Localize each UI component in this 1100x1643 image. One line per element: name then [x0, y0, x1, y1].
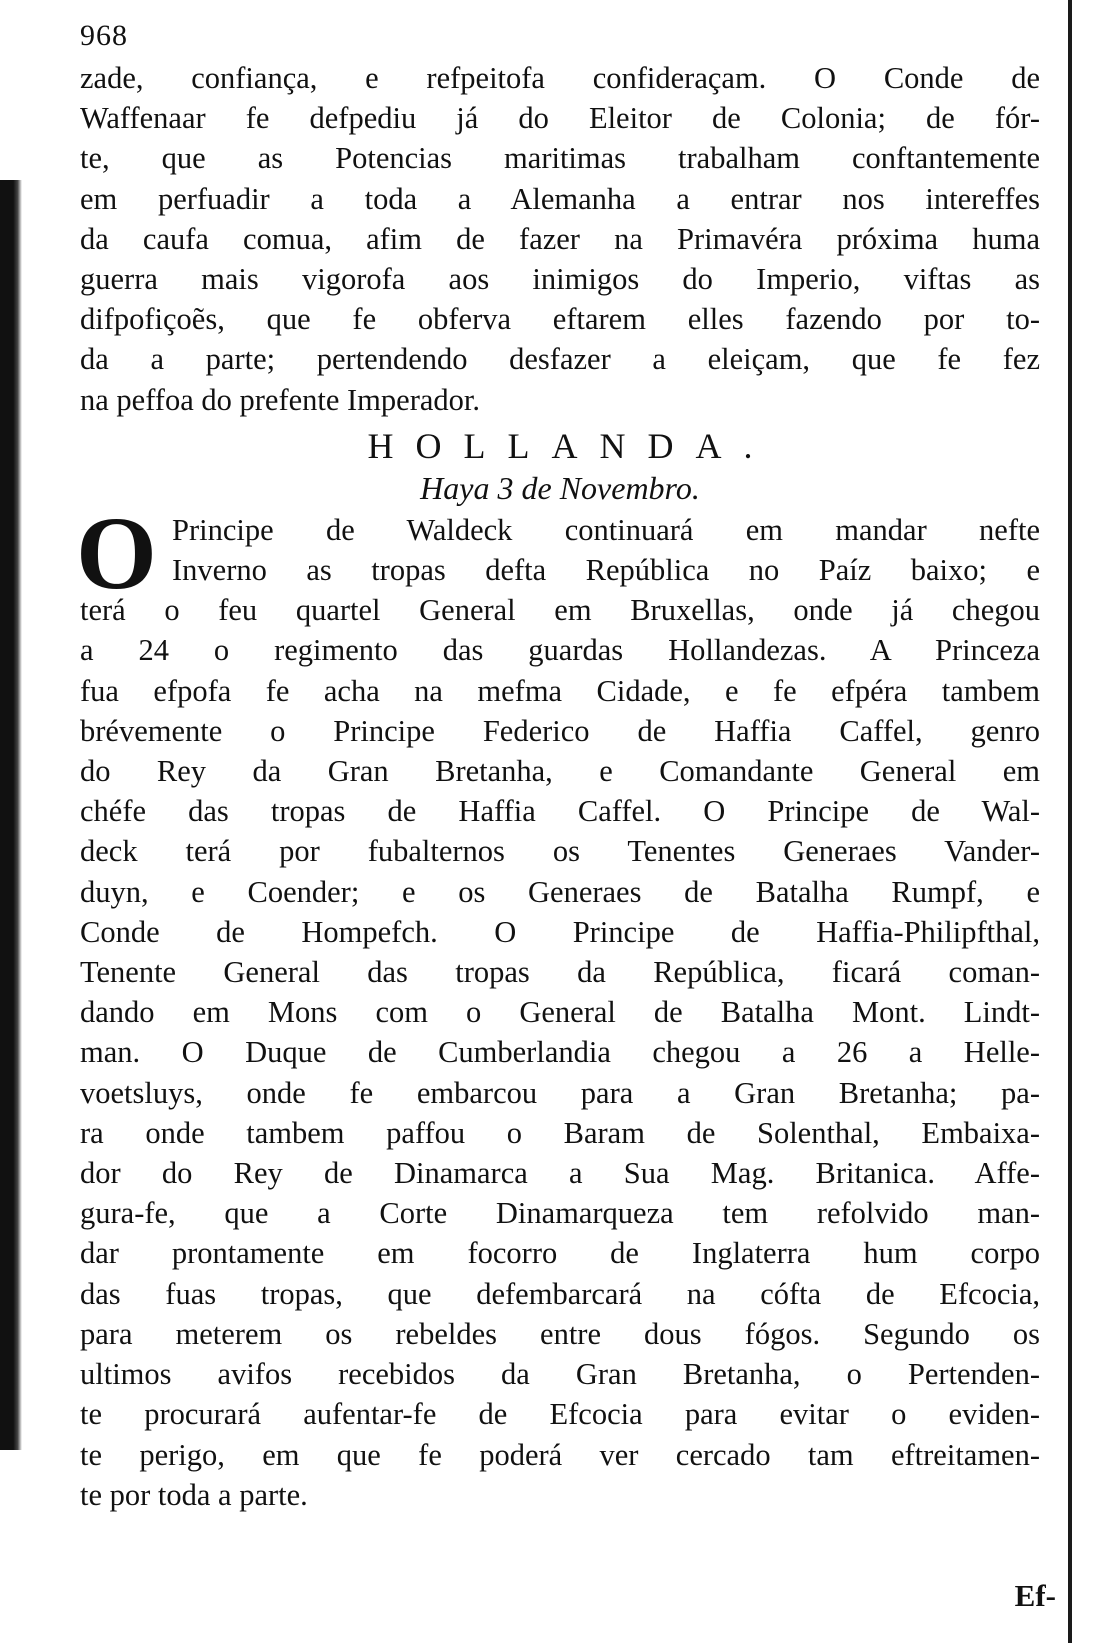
text-line: gura-fe, que a Corte Dinamarqueza tem refolvido man-: [80, 1196, 1040, 1231]
text-line: difpofiçoẽs, que fe obferva eftarem elles fazendo por to-: [80, 302, 1040, 337]
dateline: Haya 3 de Novembro.: [420, 469, 700, 506]
text-line: duyn, e Coender; e os Generaes de Batalha Rumpf, e: [80, 874, 1040, 909]
page-number: 968: [80, 19, 128, 52]
text-line: da caufa comua, afim de fazer na Primavéra próxima huma: [80, 221, 1040, 256]
text-line: te por toda a parte.: [80, 1477, 308, 1512]
text-line: da a parte; pertendendo desfazer a eleiçam, que fe fez: [80, 342, 1040, 377]
text-line: brévemente o Principe Federico de Haffia Caffel, genro: [80, 713, 1040, 748]
text-line: voetsluys, onde fe embarcou para a Gran Bretanha; pa-: [80, 1075, 1040, 1110]
text-line: zade, confiança, e refpeitofa confideraçam. O Conde de: [80, 61, 1040, 95]
text-line: man. O Duque de Cumberlandia chegou a 26 a Helle-: [80, 1035, 1040, 1070]
text-line: chéfe das tropas de Haffia Caffel. O Principe de Wal-: [80, 794, 1040, 829]
text-line: do Rey da Gran Bretanha, e Comandante General em: [80, 754, 1040, 789]
text-line: das fuas tropas, que defembarcará na cófta de Efcocia,: [80, 1276, 1040, 1311]
text-line: Tenente General das tropas da República, ficará coman-: [80, 955, 1040, 990]
text-line: em perfuadir a toda a Alemanha a entrar nos intereffes: [80, 181, 1040, 216]
paragraph-continuation: [80, 58, 1040, 420]
text-line: ra onde tambem paffou o Baram de Solenthal, Embaixa-: [80, 1115, 1040, 1150]
text-line: te perigo, em que fe poderá ver cercado tam eftreitamen-: [80, 1437, 1040, 1472]
text-line: Conde de Hompefch. O Principe de Haffia-Philipfthal,: [80, 914, 1040, 949]
text-line: deck terá por fubalternos os Tenentes Generaes Vander-: [80, 834, 1040, 869]
paragraph-hollanda: [76, 495, 1040, 1515]
text-line: ultimos avifos recebidos da Gran Bretanha, o Pertenden-: [80, 1357, 1040, 1392]
section-heading: HOLLANDA.: [367, 425, 775, 466]
text-line: Inverno as tropas defta República no Paíz baixo; e: [172, 553, 1040, 588]
text-line: na peffoa do prefente Imperador.: [80, 382, 480, 417]
page-edge-line: [1068, 0, 1072, 1643]
text-line: fua efpofa fe acha na mefma Cidade, e fe efpéra tambem: [80, 673, 1040, 708]
catchword: Ef-: [1014, 1578, 1056, 1613]
text-line: guerra mais vigorofa aos inimigos do Imperio, viftas as: [80, 262, 1040, 297]
text-line: dor do Rey de Dinamarca a Sua Mag. Britanica. Affe-: [80, 1156, 1040, 1191]
text-line: para meterem os rebeldes entre dous fógos. Segundo os: [80, 1316, 1040, 1351]
text-line: dar prontamente em focorro de Inglaterra hum corpo: [80, 1236, 1040, 1271]
text-line: Principe de Waldeck continuará em mandar nefte: [172, 512, 1040, 547]
text-line: te procurará aufentar-fe de Efcocia para evitar o eviden-: [80, 1397, 1040, 1432]
text-line: a 24 o regimento das guardas Hollandezas. A Princeza: [80, 633, 1040, 668]
text-line: terá o feu quartel General em Bruxellas, onde já chegou: [80, 593, 1040, 628]
document-page: [76, 18, 1040, 1515]
text-line: te, que as Potencias maritimas trabalham conftantemente: [80, 141, 1040, 176]
binding-shadow: [0, 180, 22, 1450]
text-line: dando em Mons com o General de Batalha Mont. Lindt-: [80, 995, 1040, 1030]
drop-cap: O: [76, 495, 157, 611]
text-line: Waffenaar fe defpediu já do Eleitor de Colonia; de fór-: [80, 101, 1040, 136]
